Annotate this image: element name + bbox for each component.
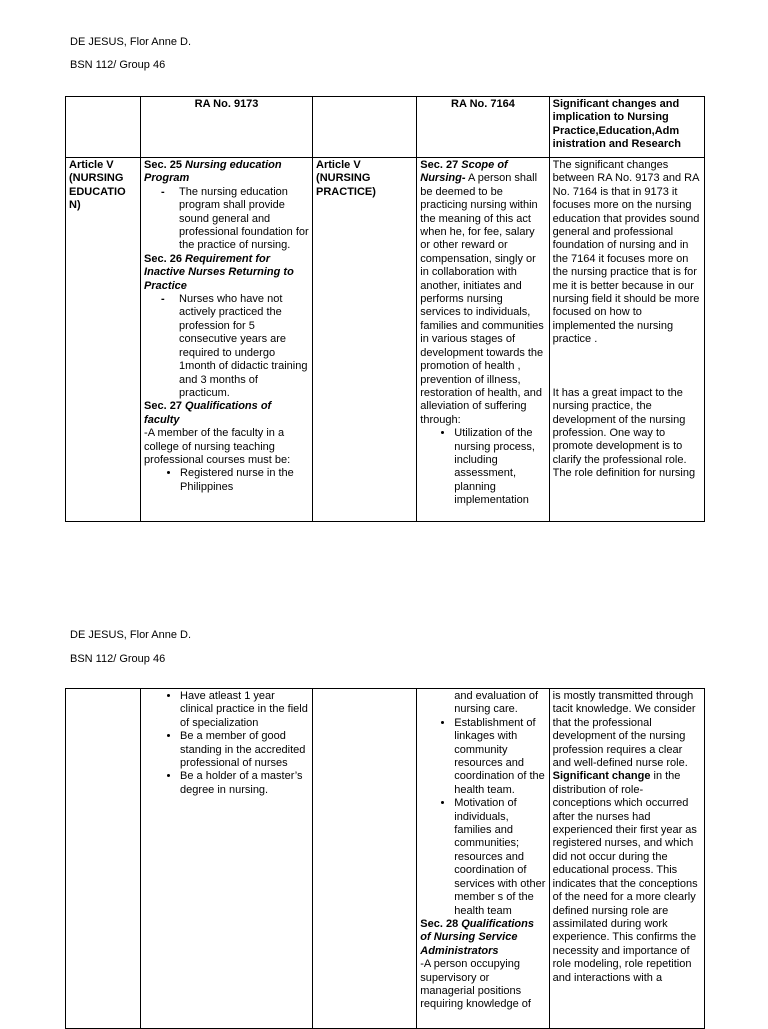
ra7164-cell-continued xyxy=(417,689,549,1029)
faculty-item: • Be a holder of a master’s degree in nursing. xyxy=(180,770,309,797)
sec25-item: - The nursing education program shall provide sound general and professional foundation for the practice of nursing. xyxy=(179,186,309,253)
student-name: DE JESUS, Flor Anne D. xyxy=(70,36,192,48)
header-ra9173: RA No. 9173 xyxy=(141,97,313,158)
significance-paragraph-3: is mostly transmitted through tacit knowledge. We consider that the professional development of the nursing profession requires a clear and well-defined nurse role. Significant change in the distribution of role-conceptions which occurred after the nurses had experienced their first year as registered nurses, and which did not occur during the educational process. This indicates that the conceptions of the need for a more clearly defined nursing role are assimilated during work experience. This confirms the necessity and importance of role modeling, role repetition and interactions with a xyxy=(552,690,698,984)
header-blank-cell xyxy=(66,97,141,158)
blank-cell xyxy=(66,689,141,1029)
blank-cell xyxy=(313,689,417,1029)
student-group-page2: BSN 112/ Group 46 xyxy=(70,653,166,665)
scope-item: • Establishment of linkages with community resources and coordination of the health team. xyxy=(454,717,545,797)
significant-change-label: Significant change xyxy=(552,770,651,783)
student-name-page2: DE JESUS, Flor Anne D. xyxy=(70,629,192,641)
scope-item: • Utilization of the nursing process, including assessment, planning implementation xyxy=(454,427,545,507)
scope-item: • Motivation of individuals, families and communities; resources and coordination of services with other member s of the health team xyxy=(454,797,545,918)
ra9173-cell-continued xyxy=(141,689,313,1029)
faculty-item: • Have atleast 1 year clinical practice in the field of specialization xyxy=(180,690,309,730)
sec26-item: - Nurses who have not actively practiced the profession for 5 consecutive years are required to undergo 1month of didactic training and 3 months of practicum. xyxy=(179,293,309,400)
student-group: BSN 112/ Group 46 xyxy=(70,59,166,71)
article-education: Article V (NURSING EDUCATIO N) xyxy=(69,159,126,212)
ra9173-cell xyxy=(141,158,313,522)
sec26-heading: Sec. 26 Requirement for Inactive Nurses Returning to Practice xyxy=(144,252,294,292)
sec28-text: -A person occupying supervisory or managerial positions requiring knowledge of xyxy=(420,958,531,1011)
significance-cell-continued xyxy=(549,689,704,1029)
significance-paragraph-2: It has a great impact to the nursing practice, the development of the nursing profession. One way to promote development is to clarify the professional role. The role definition for nursing xyxy=(552,386,696,480)
comparison-table-page2 xyxy=(65,688,705,1029)
table-row xyxy=(66,158,705,522)
sec27-item: • Registered nurse in the Philippines xyxy=(180,467,309,494)
table-header-row xyxy=(66,97,705,158)
header-ra7164: RA No. 7164 xyxy=(417,97,549,158)
comparison-table-page1 xyxy=(65,96,705,522)
header-significant-changes: Significant changes and implication to Nursing Practice,Education,Adm inistration and Research xyxy=(549,97,704,158)
sec27-text: -A member of the faculty in a college of nursing teaching professional courses must be: xyxy=(144,427,291,466)
article-practice-cell xyxy=(313,158,417,522)
scope-paragraph: Sec. 27 Scope of Nursing- A person shall be deemed to be practicing nursing within the meaning of this act when he, for fee, salary or other reward or compensation, singly or in collaboration with another, initiates and performs nursing services to individuals, families and communities in various stages of development towards the promotion of health , prevention of illness, restoration of health, and alleviation of suffering through: xyxy=(420,159,544,426)
significance-paragraph-1: The significant changes between RA No. 9173 and RA No. 7164 is that in 9173 it focuses more on the nursing education that provides sound general and professional foundation of nursing and in the 7164 it focuses more on the nursing practice that is for me it is better because in our nursing field it should be more focused on how to implemented the nursing practice . xyxy=(552,159,700,346)
sec28-heading: Sec. 28 Qualifications of Nursing Service Administrators xyxy=(420,917,534,957)
ra7164-cell xyxy=(417,158,549,522)
scope-item-continued: and evaluation of nursing care. xyxy=(454,690,539,716)
sec27-heading: Sec. 27 Qualifications of faculty xyxy=(144,400,272,426)
article-education-cell xyxy=(66,158,141,522)
article-practice: Article V (NURSING PRACTICE) xyxy=(316,159,376,198)
sec25-heading: Sec. 25 Nursing education Program xyxy=(144,159,282,185)
faculty-item: • Be a member of good standing in the accredited professional of nurses xyxy=(180,730,309,770)
significance-cell xyxy=(549,158,704,522)
header-blank-cell xyxy=(313,97,417,158)
table-row xyxy=(66,689,705,1029)
